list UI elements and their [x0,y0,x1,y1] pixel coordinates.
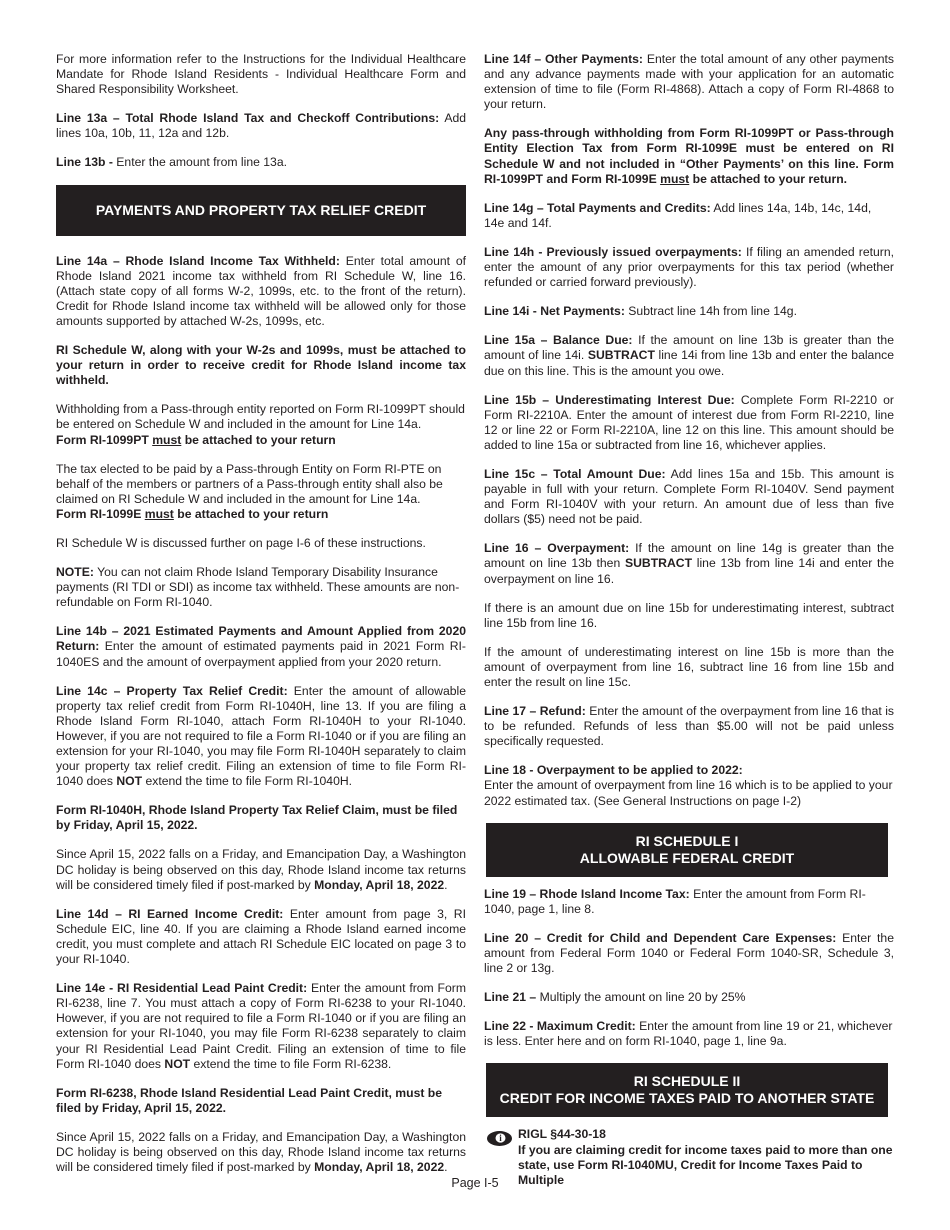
line-14g: Line 14g – Total Payments and Credits: Add lines 14a, 14b, 14c, 14d, 14e and 14f. [484,200,872,230]
line-16-underestimating: If there is an amount due on line 15b for underestimating interest, subtract line 15b from line 16. [484,600,894,630]
line-14d: Line 14d – RI Earned Income Credit: Enter amount from page 3, RI Schedule EIC, line 40. If you are claiming a Rhode Island earned income credit, you must complete and attach RI Schedule EIC located on page 3 to your RI-1040. [56,906,466,967]
line-16: Line 16 – Overpayment: If the amount on line 14g is greater than the amount on line 13b then SUBTRACT line 13b from line 14i and enter the overpayment on line 16. [484,541,894,586]
line-15a: Line 15a – Balance Due: If the amount on line 13b is greater than the amount of line 14i. SUBTRACT line 14i from line 13b and enter the balance due on this line. This is the amount you owe. [484,333,894,378]
passthrough-withholding: Withholding from a Pass-through entity reported on Form RI-1099PT should be entered on Schedule W and included in the amount for Line 14a. Form RI-1099PT must be attached to your return [56,402,465,447]
line-17: Line 17 – Refund: Enter the amount of the overpayment from line 16 that is to be refunded. Refunds of less than $5.00 will not be paid unless specifically requested. [484,704,894,749]
passthrough-notice: Any pass-through withholding from Form RI-1099PT or Pass-through Entity Election Tax from Form RI-1099E must be entered on RI Schedule W and not included in “Other Payments’ on this line. Form RI-1099PT and Form RI-1099E must be attached to your return. [484,126,894,186]
line-14f: Line 14f – Other Payments: Enter the total amount of any other payments and any advance payments made with your application for an automatic extension of time to file (Form RI-4868). Attach a copy of Form RI-4868 to your return. [484,52,894,112]
page-number: Page I-5 [451,1176,499,1190]
line-22: Line 22 - Maximum Credit: Enter the amount from line 19 or 21, whichever is less. Enter here and on form RI-1040, page 1, line 9a. [484,1019,893,1049]
line-15b: Line 15b – Underestimating Interest Due: Complete Form RI-2210 or Form RI-2210A. Enter the amount of interest due from Form RI-2210, line 12 or line 22 or Form RI-2210A, line 12 on this line. This amount should be added to line 15a or subtracted from line 16, whichever applies. [484,392,894,452]
line-14h: Line 14h - Previously issued overpayments: If filing an amended return, enter the amount of any prior overpayments for this tax period (whether refunded or carried forward previously). [484,244,895,290]
rigl-citation: RIGL §44-30-18 [518,1127,606,1142]
intro-paragraph: For more information refer to the Instructions for the Individual Healthcare Mandate for Rhode Island Residents - Individual Healthcare Form and Shared Responsibility Worksheet. [56,52,466,97]
schedule-w-reference: RI Schedule W is discussed further on page I-6 of these instructions. [56,535,426,550]
line-18: Line 18 - Overpayment to be applied to 2022: Enter the amount of overpayment from line 16 which is to be applied to your 2022 estimated tax. (See General Instructions on page I-2) [484,763,893,808]
line-21: Line 21 – Multiply the amount on line 20 by 25% [484,990,746,1005]
schedule-ii-header: RI SCHEDULE II CREDIT FOR INCOME TAXES PAID TO ANOTHER STATE [486,1063,888,1117]
left-column [56,52,466,1189]
note-tdi: NOTE: You can not claim Rhode Island Temporary Disability Insurance payments (RI TDI or SDI) as income tax withheld. These amounts are non-refundable on Form RI-1040. [56,565,460,610]
line-14e: Line 14e - RI Residential Lead Paint Credit: Enter the amount from Form RI-6238, line 7. You must attach a copy of Form RI-6238 to your RI-1040. However, if you are not required to file a Form RI-1040 or if you are filing an extension for your RI-1040, you may file Form RI-6238 separately to claim your RI Residential Lead Paint Credit. Filing an extension of time to file Form RI-1040 does NOT extend the time to file Form RI-6238. [56,981,466,1071]
line-20: Line 20 – Credit for Child and Dependent Care Expenses: Enter the amount from Federal Form 1040 or Federal Form 1040-SR, Schedule 3, line 2 or 13g. [484,930,894,976]
line-16-excess-interest: If the amount of underestimating interest on line 15b is more than the amount of overpayment from line 16, subtract line 16 from line 15b and enter the result on line 15c. [484,644,894,689]
schedule-i-header: RI SCHEDULE I ALLOWABLE FEDERAL CREDIT [486,823,888,877]
line-13b: Line 13b - Enter the amount from line 13a. [56,155,288,170]
line-14a: Line 14a – Rhode Island Income Tax Withheld: Enter total amount of Rhode Island 2021 income tax withheld from RI Schedule W, line 16. (Attach state copy of all forms W-2, 1099s, etc. to the front of the return). Credit for Rhode Island income tax withheld will be allowed only for those amounts supported by attached W-2s, 1099s, etc. [56,253,466,328]
pte-election: The tax elected to be paid by a Pass-through Entity on Form RI-PTE on behalf of the members or partners of a Pass-through entity shall also be claimed on RI Schedule W and included in the amount for Line 14a. Form RI-1099E must be attached to your return [56,461,443,521]
rigl-multiple-states-text: If you are claiming credit for income taxes paid to more than one state, use Form RI-1040MU, Credit for Income Taxes Paid to Multiple [518,1142,893,1187]
law-reference-icon [486,1130,513,1147]
line-15c: Line 15c – Total Amount Due: Add lines 15a and 15b. This amount is payable in full with your return. Complete Form RI-1040V. Send payment and Form RI-1040V with your return. An amount due of less than five dollars ($5) need not be paid. [484,466,895,527]
line-14i: Line 14i - Net Payments: Subtract line 14h from line 14g. [484,304,797,319]
line-14b: Line 14b – 2021 Estimated Payments and Amount Applied from 2020 Return: Enter the amount of estimated payments paid in 2021 Form RI-1040ES and the amount of overpayment applied from your 2020 return. [56,624,466,669]
line-14c: Line 14c – Property Tax Relief Credit: Enter the amount of allowable property tax relief credit from Form RI-1040H, line 13. If you are filing a Rhode Island Form RI-1040, attach Form RI-1040H to your RI-1040. However, if you are not required to file a Form RI-1040 or if you are filing an extension for your RI-1040, you may file Form RI-1040H separately to claim your property tax relief credit. Filing an extension of time to file Form RI-1040 does NOT extend the time to file Form RI-1040H. [56,683,467,789]
ri-1040h-deadline: Form RI-1040H, Rhode Island Property Tax Relief Claim, must be filed by Friday, April 15, 2022. [56,803,458,833]
line-19: Line 19 – Rhode Island Income Tax: Enter the amount from Form RI-1040, page 1, line 8. [484,886,866,916]
schedule-w-notice: RI Schedule W, along with your W-2s and 1099s, must be attached to your return in order to receive credit for Rhode Island income tax withheld. [56,343,466,388]
right-column [484,52,894,1188]
emancipation-day-note-2: Since April 15, 2022 falls on a Friday, and Emancipation Day, a Washington DC holiday is being observed on this day, Rhode Island income tax returns will be considered timely filed if post-marked by Monday, April 18, 2022. [56,1129,466,1175]
ri-6238-deadline: Form RI-6238, Rhode Island Residential Lead Paint Credit, must be filed by Friday, April 15, 2022. [56,1085,443,1115]
svg-text:i: i [499,1133,502,1144]
emancipation-day-note-1: Since April 15, 2022 falls on a Friday, and Emancipation Day, a Washington DC holiday is being observed on this day, Rhode Island income tax returns will be considered timely filed if post-marked by Monday, April 18, 2022. [56,847,466,892]
line-13a: Line 13a – Total Rhode Island Tax and Checkoff Contributions: Add lines 10a, 10b, 11, 12a and 12b. [56,111,466,141]
payments-section-header: PAYMENTS AND PROPERTY TAX RELIEF CREDIT [56,185,466,236]
